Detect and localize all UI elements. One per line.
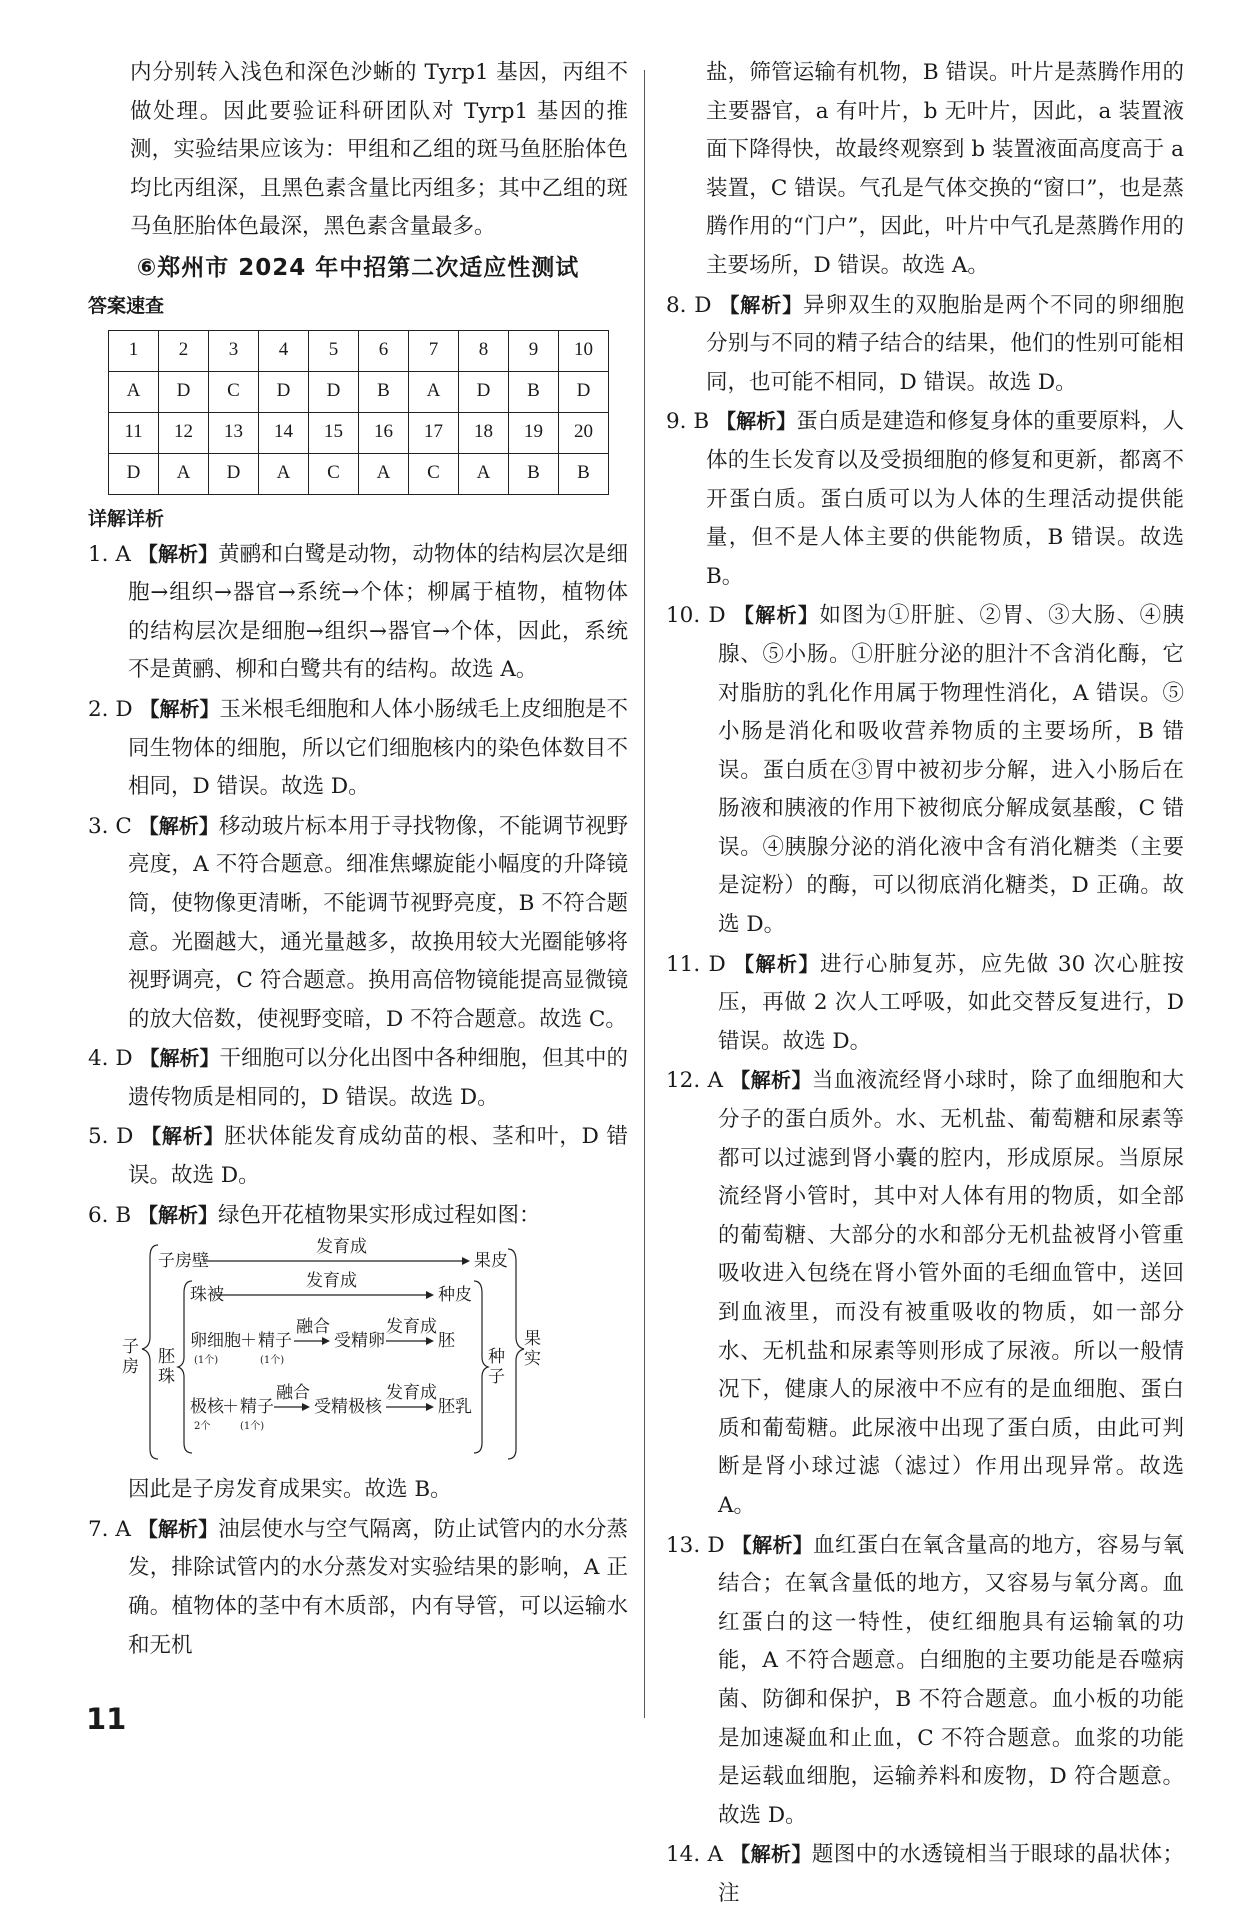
- answer-cell: 20: [559, 412, 609, 453]
- answer-cell: 6: [359, 330, 409, 371]
- analysis-tag: 【解析】: [141, 1124, 225, 1149]
- answer-number-row: [109, 412, 609, 453]
- q-text: 干细胞可以分化出图中各种细胞，但其中的遗传物质是相同的，D 错误。故选 D。: [128, 1046, 628, 1110]
- develops-label: 发育成: [386, 1317, 437, 1338]
- q-num: 10. D: [666, 603, 726, 629]
- q-text: 玉米根毛细胞和人体小肠绒毛上皮细胞是不同生物体的细胞，所以它们细胞核内的染色体数目不相同，D 错误。故选 D。: [128, 696, 628, 800]
- q-num: 14. A: [666, 1842, 723, 1868]
- answer-cell: 9: [509, 330, 559, 371]
- answer-number-row: [109, 330, 609, 371]
- fusion-label: 融合: [276, 1383, 310, 1404]
- shoujingluan-label: 受精卵: [334, 1331, 385, 1352]
- analysis-tag: 【解析】: [730, 1842, 812, 1867]
- analysis-tag: 【解析】: [734, 951, 820, 976]
- answer-quick-label: 答案速查: [88, 294, 165, 317]
- answer-cell: B: [509, 453, 559, 494]
- answer-cell: C: [409, 453, 459, 494]
- peizhu-brace: [178, 1281, 192, 1453]
- zhongpi-label: 种皮: [438, 1285, 472, 1306]
- q-num: 1. A: [88, 541, 131, 567]
- answer-cell: D: [309, 371, 359, 412]
- question-12: [666, 1061, 1184, 1525]
- question-14: [666, 1835, 1184, 1913]
- question-4: [88, 1039, 628, 1117]
- develops-label: 发育成: [316, 1237, 367, 1258]
- answer-cell: A: [159, 453, 209, 494]
- answer-cell: D: [259, 371, 309, 412]
- q-text: 如图为①肝脏、②胃、③大肠、④胰腺、⑤小肠。①肝脏分泌的胆汁不含消化酶，它对脂肪的乳化作用属于物理性消化，A 错误。⑤小肠是消化和吸收营养物质的主要场所，B 错误。蛋白质在③胃中被初步分解，进入小肠后在肠液和胰液的作用下被彻底分解成氨基酸，C 错误。④胰腺分泌的消化液中含有消化糖类（主要是淀粉）的酶，可以彻底消化糖类，D 正确。故选 D。: [718, 603, 1184, 938]
- q-num: 5. D: [88, 1124, 134, 1150]
- answer-cell: A: [109, 371, 159, 412]
- q-num: 3. C: [88, 813, 132, 839]
- question-7-continued: 盐，筛管运输有机物，B 错误。叶片是蒸腾作用的主要器官，a 有叶片，b 无叶片，因此，a 装置液面下降得快，故最终观察到 b 装置液面高度高于 a 装置，C 错误。气孔是气体交换的“窗口”，也是蒸腾作用的“门户”，因此，叶片中气孔是蒸腾作用的主要场所，D 错误。故选 A。: [706, 60, 1184, 278]
- answer-cell: 2: [159, 330, 209, 371]
- develops-label: 发育成: [306, 1271, 357, 1292]
- answer-cell: D: [109, 453, 159, 494]
- q-text: 绿色开花植物果实形成过程如图：: [218, 1202, 541, 1228]
- answer-cell: B: [359, 371, 409, 412]
- zhongzi-brace: [474, 1281, 488, 1453]
- q-text: 异卵双生的双胞胎是两个不同的卵细胞分别与不同的精子结合的结果，他们的性别可能相同，也可能不相同，D 错误。故选 D。: [706, 292, 1184, 395]
- question-13: [666, 1526, 1184, 1836]
- answer-cell: 18: [459, 412, 509, 453]
- page-number: 11: [86, 1702, 127, 1736]
- answer-cell: A: [359, 453, 409, 494]
- count-label: (1个): [194, 1355, 219, 1367]
- shoujingjihe-label: 受精极核: [314, 1397, 382, 1418]
- q-text: 蛋白质是建造和修复身体的重要原料，人体的生长发育以及受损细胞的修复和更新，都离不开蛋白质。蛋白质可以为人体的生理活动提供能量，但不是人体主要的供能物质，B 错误。故选 B。: [706, 409, 1184, 589]
- q-text: 黄鹂和白鹭是动物，动物体的结构层次是细胞→组织→器官→系统→个体；柳属于植物，植物体的结构层次是细胞→组织→器官→个体，因此，系统不是黄鹂、柳和白鹭共有的结构。故选 A。: [128, 541, 628, 683]
- count-label: (1个): [240, 1421, 265, 1433]
- answer-cell: 11: [109, 412, 159, 453]
- plus-label: ＋: [240, 1331, 257, 1352]
- analysis-tag: 【解析】: [719, 292, 804, 317]
- q-text: 移动玻片标本用于寻找物像，不能调节视野亮度，A 不符合题意。细准焦螺旋能小幅度的升降镜筒，使物像更清晰，不能调节视野亮度，B 不符合题意。光圈越大，通光量越多，故换用较大光圈能够将视野调亮，C 符合题意。换用高倍物镜能提高显微镜的放大倍数，使视野变暗，D 不符合题意。故选 C。: [128, 813, 628, 1032]
- answer-cell: 16: [359, 412, 409, 453]
- q-text: 血红蛋白在氧含量高的地方，容易与氧结合；在氧含量低的地方，又容易与氧分离。血红蛋白的这一特性，使红细胞具有运输氧的功能，A 不符合题意。白细胞的主要功能是吞噬病菌、防御和保护，B 不符合题意。血小板的功能是加速凝血和止血，C 不符合题意。血浆的功能是运载血细胞，运输养料和废物，D 符合题意。故选 D。: [718, 1532, 1184, 1828]
- zifangbi-label: 子房壁: [158, 1251, 209, 1272]
- arrow-icon: [426, 1337, 434, 1345]
- answer-letter-row: [109, 453, 609, 494]
- answer-cell: D: [559, 371, 609, 412]
- q-num: 2. D: [88, 696, 133, 722]
- intro-paragraph: 内分别转入浅色和深色沙蜥的 Tyrp1 基因，丙组不做处理。因此要验证科研团队对 Tyrp1 基因的推测，实验结果应该为：甲组和乙组的斑马鱼胚胎体色均比丙组深，且黑色素含量比丙组多；其中乙组的斑马鱼胚胎体色最深，黑色素含量最多。: [130, 60, 628, 240]
- zifang-brace: [142, 1245, 158, 1459]
- question-8: [666, 286, 1184, 403]
- analysis-tag: 【解析】: [730, 1068, 812, 1093]
- answer-cell: 13: [209, 412, 259, 453]
- question-6: [88, 1196, 628, 1236]
- q-num: 6. B: [88, 1202, 132, 1228]
- answer-cell: A: [459, 453, 509, 494]
- right-column: [666, 54, 1184, 1914]
- detail-label: 详解详析: [88, 507, 165, 530]
- q-text: 进行心肺复苏，应先做 30 次心脏按压，再做 2 次人工呼吸，如此交替反复进行，D 错误。故选 D。: [718, 951, 1185, 1054]
- answer-cell: A: [259, 453, 309, 494]
- answer-cell: D: [159, 371, 209, 412]
- answer-cell: 14: [259, 412, 309, 453]
- answer-letter-row: [109, 371, 609, 412]
- peizhu-label: 胚珠: [158, 1347, 175, 1388]
- question-10: [666, 596, 1184, 944]
- answer-table: [108, 330, 609, 495]
- q-text: 胚状体能发育成幼苗的根、茎和叶，D 错误。故选 D。: [128, 1124, 629, 1189]
- jingzi-label: 精子: [258, 1331, 292, 1352]
- fruit-formation-diagram: [122, 1237, 566, 1467]
- q-num: 11. D: [666, 951, 726, 977]
- answer-cell: 5: [309, 330, 359, 371]
- analysis-tag: 【解析】: [733, 603, 820, 628]
- answer-cell: D: [459, 371, 509, 412]
- analysis-tag: 【解析】: [137, 1516, 219, 1541]
- answer-cell: B: [559, 453, 609, 494]
- answer-cell: 4: [259, 330, 309, 371]
- fusion-label: 融合: [296, 1317, 330, 1338]
- answer-cell: 1: [109, 330, 159, 371]
- analysis-tag: 【解析】: [139, 1046, 220, 1071]
- count-label: (1个): [260, 1355, 285, 1367]
- answer-cell: 12: [159, 412, 209, 453]
- jihe-label: 极核: [190, 1397, 224, 1418]
- answer-cell: 15: [309, 412, 359, 453]
- question-6-conclusion: 因此是子房发育成果实。故选 B。: [128, 1477, 452, 1503]
- q-text: 题图中的水透镜相当于眼球的晶状体；注: [718, 1842, 1184, 1906]
- answer-cell: D: [209, 453, 259, 494]
- question-7: [88, 1510, 628, 1665]
- arrow-icon: [302, 1403, 310, 1411]
- q-text: 当血液流经肾小球时，除了血细胞和大分子的蛋白质外。水、无机盐、葡萄糖和尿素等都可以过滤到肾小囊的腔内，形成原尿。当原尿流经肾小管时，其中对人体有用的物质，如全部的葡萄糖、大部分的水和部分无机盐被肾小管重吸收进入包绕在肾小管外面的毛细血管中，送回到血液里，而没有被重吸收的物质，如一部分水、无机盐和尿素等则形成了尿液。所以一般情况下，健康人的尿液中不应有的是血细胞、蛋白质和葡萄糖。此尿液中出现了蛋白质，由此可判断是肾小球过滤（滤过）作用出现异常。故选 A。: [718, 1068, 1184, 1518]
- question-3: [88, 807, 628, 1040]
- q-text: 油层使水与空气隔离，防止试管内的水分蒸发，排除试管内的水分蒸发对实验结果的影响，A 正确。植物体的茎中有木质部，内有导管，可以运输水和无机: [128, 1516, 628, 1658]
- arrow-icon: [426, 1291, 434, 1299]
- pei-label: 胚: [438, 1331, 455, 1352]
- q-num: 8. D: [666, 292, 712, 318]
- analysis-tag: 【解析】: [731, 1532, 814, 1557]
- plus-label: ＋: [222, 1397, 239, 1418]
- arrow-icon: [462, 1257, 470, 1265]
- answer-cell: B: [509, 371, 559, 412]
- develops-label: 发育成: [386, 1383, 437, 1404]
- answer-cell: 7: [409, 330, 459, 371]
- question-5: [88, 1117, 628, 1195]
- q-num: 12. A: [666, 1068, 723, 1094]
- analysis-tag: 【解析】: [138, 1202, 218, 1227]
- answer-cell: 10: [559, 330, 609, 371]
- question-2: [88, 690, 628, 807]
- arrow-icon: [322, 1337, 330, 1345]
- analysis-tag: 【解析】: [716, 409, 797, 434]
- guoshi-brace: [508, 1249, 524, 1459]
- zhongzi-label: 种子: [488, 1347, 505, 1388]
- answer-cell: A: [409, 371, 459, 412]
- jingzi-label: 精子: [240, 1397, 274, 1418]
- zhubei-label: 珠被: [190, 1285, 224, 1306]
- analysis-tag: 【解析】: [138, 813, 219, 838]
- analysis-tag: 【解析】: [139, 696, 220, 721]
- guopi-label: 果皮: [474, 1251, 508, 1272]
- left-column: [88, 54, 628, 1665]
- answer-cell: C: [309, 453, 359, 494]
- answer-cell: 3: [209, 330, 259, 371]
- count-label: 2个: [194, 1421, 211, 1433]
- question-11: [666, 945, 1184, 1062]
- answer-cell: 17: [409, 412, 459, 453]
- arrow-icon: [426, 1403, 434, 1411]
- answer-cell: C: [209, 371, 259, 412]
- peiru-label: 胚乳: [438, 1397, 472, 1418]
- zifang-label: 子房: [122, 1337, 139, 1378]
- guoshi-label: 果实: [524, 1329, 541, 1370]
- answer-cell: 19: [509, 412, 559, 453]
- analysis-tag: 【解析】: [137, 541, 219, 566]
- column-divider: [644, 70, 645, 1718]
- q-num: 13. D: [666, 1532, 725, 1558]
- q-num: 9. B: [666, 409, 710, 435]
- q-num: 7. A: [88, 1516, 131, 1542]
- answer-cell: 8: [459, 330, 509, 371]
- luanxibao-label: 卵细胞: [190, 1331, 241, 1352]
- q-num: 4. D: [88, 1046, 133, 1072]
- question-9: [666, 402, 1184, 596]
- question-1: [88, 535, 628, 690]
- section-title: ⑥郑州市 2024 年中招第二次适应性测试: [136, 254, 580, 281]
